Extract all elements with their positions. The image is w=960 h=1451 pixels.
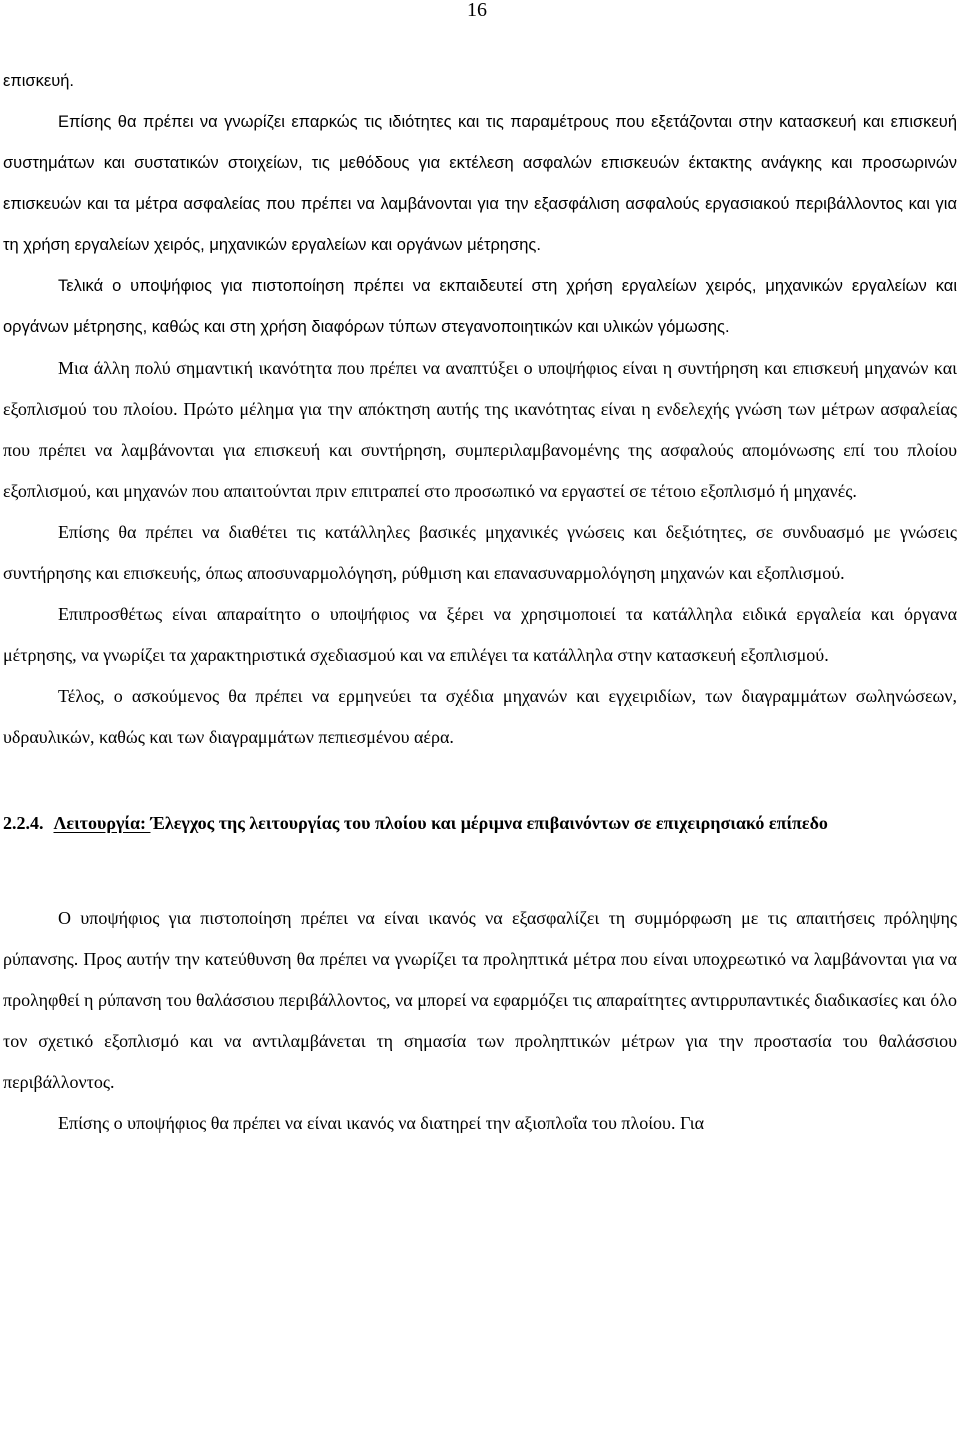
section-spacer bbox=[3, 844, 957, 898]
paragraph-pollution-prevention: Ο υποψήφιος για πιστοποίηση πρέπει να είναι ικανός να εξασφαλίζει τη συμμόρφωση με τις απαιτήσεις πρόληψης ρύπανσης. Προς αυτήν την κατεύθυνση θα πρέπει να γνωρίζει τα προληπτικά μέτρα που είναι υποχρεωτικό να λαμβάνονται για να προληφθεί η ρύπανση του θαλάσσιου περιβάλλοντος, να μπορεί να εφαρμόζει τις απαραίτητες αντιρρυπαντικές διαδικασίες και όλο τον σχετικό εξοπλισμό και να αντιλαμβάνεται τη σημασία των προληπτικών μέτρων για την προστασία του θαλάσσιου περιβάλλοντος. bbox=[3, 908, 957, 1092]
document-body bbox=[3, 61, 957, 1144]
page-number: 16 bbox=[467, 0, 487, 21]
section-heading bbox=[3, 803, 957, 844]
paragraph-drawings: Τέλος, ο ασκούμενος θα πρέπει να ερμηνεύει τα σχέδια μηχανών και εγχειριδίων, των διαγραμμάτων σωληνώσεων, υδραυλικών, καθώς και των διαγραμμάτων πεπιεσμένου αέρα. bbox=[3, 686, 957, 747]
paragraph-maintenance: Μια άλλη πολύ σημαντική ικανότητα που πρέπει να αναπτύξει ο υποψήφιος είναι η συντήρηση και επισκευή μηχανών και εξοπλισμού του πλοίου. Πρώτο μέλημα για την απόκτηση αυτής της ικανότητας είναι η ενδελεχής γνώση των μέτρων ασφαλείας που πρέπει να λαμβάνονται για επισκευή και συντήρηση, συμπεριλαμβανομένης της ασφαλούς απομόνωσης επί του πλοίου εξοπλισμού, και μηχανών που απαιτούνται πριν επιτραπεί στο προσωπικό να εργαστεί σε τέτοιο εξοπλισμό ή μηχανές. bbox=[3, 358, 957, 501]
paragraph-continuation: επισκευή. bbox=[3, 72, 74, 90]
paragraph-training: Τελικά ο υποψήφιος για πιστοποίηση πρέπει να εκπαιδευτεί στη χρήση εργαλείων χειρός, μηχανικών εργαλείων και οργάνων μέτρησης, καθώς και στη χρήση διαφόρων τύπων στεγανοποιητικών και υλικών γόμωσης. bbox=[3, 277, 957, 336]
section-label: Λειτουργία: bbox=[53, 813, 146, 833]
section-number: 2.2.4. bbox=[3, 813, 44, 833]
paragraph-special-tools: Επιπροσθέτως είναι απαραίτητο ο υποψήφιος να ξέρει να χρησιμοποιεί τα κατάλληλα ειδικά εργαλεία και όργανα μέτρησης, να γνωρίζει τα χαρακτηριστικά σχεδιασμού και να επιλέγει τα κατάλληλα στην κατασκευή εξοπλισμού. bbox=[3, 604, 957, 665]
paragraph-mechanical-skills: Επίσης θα πρέπει να διαθέτει τις κατάλληλες βασικές μηχανικές γνώσεις και δεξιότητες, σε συνδυασμό με γνώσεις συντήρησης και επισκευής, όπως αποσυναρμολόγηση, ρύθμιση και επανασυναρμολόγηση μηχανών και εξοπλισμού. bbox=[3, 522, 957, 583]
section-title: Έλεγχος της λειτουργίας του πλοίου και μέριμνα επιβαινόντων σε επιχειρησιακό επίπεδο bbox=[150, 813, 828, 833]
paragraph-properties: Επίσης θα πρέπει να γνωρίζει επαρκώς τις ιδιότητες και τις παραμέτρους που εξετάζονται στην κατασκευή και επισκευή συστημάτων και συστατικών στοιχείων, τις μεθόδους για εκτέλεση ασφαλών επισκευών έκτακτης ανάγκης και προσωρινών επισκευών και τα μέτρα ασφαλείας που πρέπει να λαμβάνονται για την εξασφάλιση ασφαλούς εργασιακού περιβάλλοντος και για τη χρήση εργαλείων χειρός, μηχανικών εργαλείων και οργάνων μέτρησης. bbox=[3, 113, 957, 254]
paragraph-seaworthiness: Επίσης ο υποψήφιος θα πρέπει να είναι ικανός να διατηρεί την αξιοπλοΐα του πλοίου. Για bbox=[58, 1113, 705, 1133]
